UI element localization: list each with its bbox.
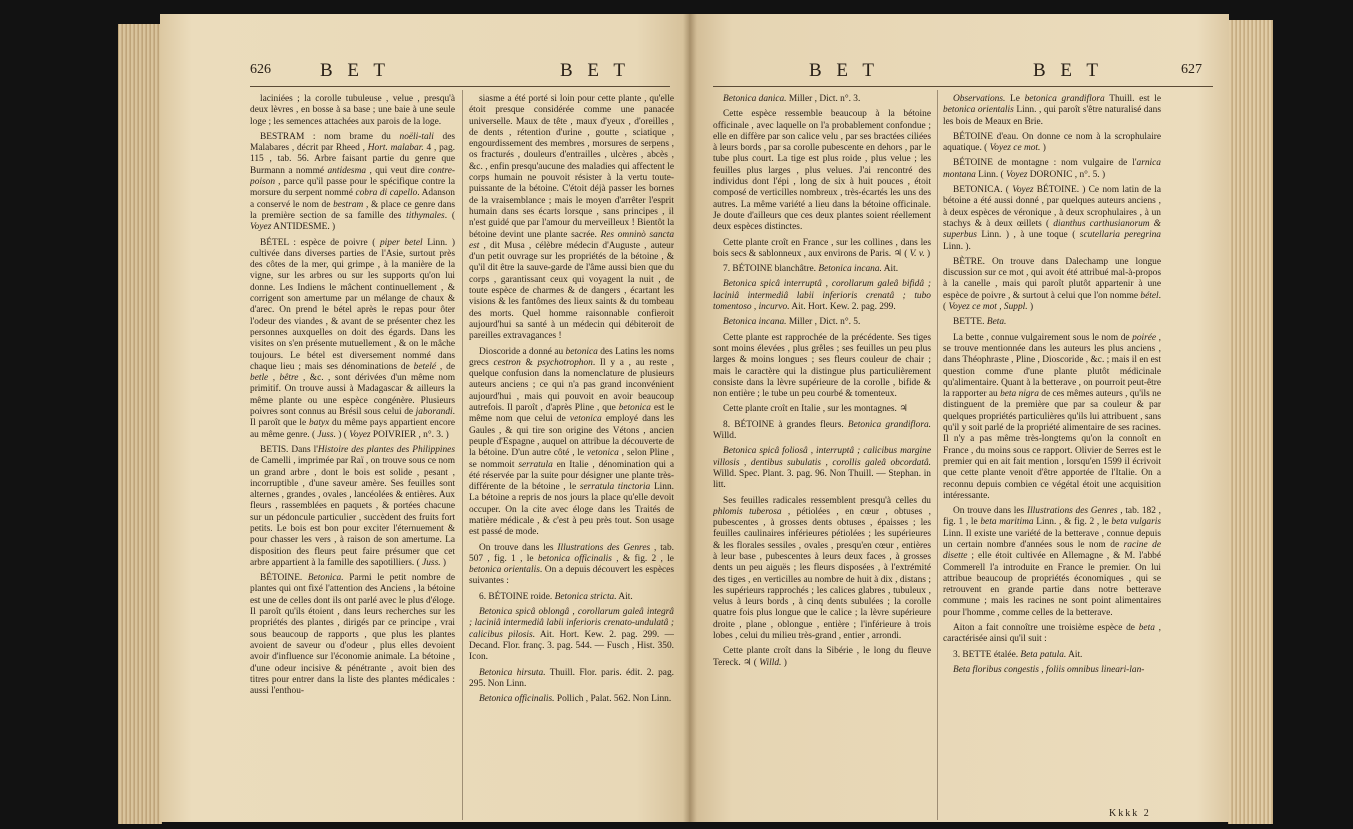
paragraph: Betonica hirsuta. Thuill. Flor. paris. édit. 2. pag. 295. Non Linn. (469, 667, 674, 689)
paragraph: BÈTRE. On trouve dans Dalechamp une longue discussion sur ce mot , qui avoit été attribué mal-à-propos à la canelle , mais qui paroît plutôt appartenir à une espèce de poivre , & surtout à celui que l'on nomme bétel. ( Voyez ce mot , Suppl. ) (943, 256, 1161, 313)
book-edge-left (118, 24, 162, 824)
paragraph: Cette espèce ressemble beaucoup à la bétoine officinale , avec laquelle on l'a probablement confondue ; elle en diffère par son calice velu , par ses bractées ciliées à leurs bords , par sa corolle pubescente en dehors , par le tube plus court. La tige est plus roide , plus velue ; les feuilles plus larges , plus velues. J'ai rencontré des individus dont l'épi , long de six à huit pouces , étoit composé de verticilles nombreux , très-écartés les uns des autres. La même variété a lieu dans la bétoine officinale. Je doute d'ailleurs que ces deux plantes soient réellement deux espèces distinctes. (713, 109, 931, 233)
paragraph: Observations. Le betonica grandiflora Thuill. est le betonica orientalis Linn. , qui paroît s'être naturalisé dans les bois de Meaux en Brie. (943, 94, 1161, 127)
left-running-head (250, 60, 670, 84)
right-column-1 (713, 94, 931, 822)
right-page (689, 14, 1229, 822)
right-running-head (713, 60, 1213, 84)
left-page-number: 626 (250, 62, 271, 77)
paragraph: BETTE. Beta. (953, 317, 1007, 328)
book-edge-right (1228, 20, 1273, 824)
paragraph: Betonica incana. Miller , Dict. n°. 5. (723, 317, 861, 328)
left-header-rule (250, 86, 670, 87)
paragraph: siasme a été porté si loin pour cette plante , qu'elle étoit presque considérée comme une panacée universelle. Maux de tête , maux d'yeux , d'oreilles , de dents , rétention d'urine , goutte , sciatique , engourdissement des membres , morsures de serpens , os fracturés , douleurs d'entrailles , ulcères , abcès , &c. , enfin presqu'aucune des maladies qui affectent le corps humain ne pouvoit résister à la vertu toute-puissante de la bétoine. C'étoit déjà passer les bornes de la vraisemblance ; mais le moyen d'arrêter l'esprit humain dans ses écarts lorsque , sans principes , il n'est guidé que par l'amour du merveilleux ! Bientôt la bétoine devint une plante sacrée. Res omninò sancta est , dit Musa , célèbre médecin d'Auguste , auteur d'un petit ouvrage sur les propriétés de la bétoine , & qu'il dit être la sauve-garde de l'âme aussi bien que du corps , garantissant ceux qui voyagent la nuit , de toute espèce de charmes & de dangers , écartant les visions & les fantômes des lieux saints & du tombeau des morts. Quel homme raisonnable confieroit aujourd'hui sa santé à un médecin qui débiteroit de pareilles extravagances ! (469, 94, 674, 342)
paragraph: Betonica spicâ interruptâ , corollarum galeâ bifidâ ; laciniâ intermediâ labii inferioris crenatâ ; tubo tomentoso , incurvo. Ait. Hort. Kew. 2. pag. 299. (713, 279, 931, 313)
book-gutter (683, 14, 697, 822)
left-column-1 (250, 94, 455, 822)
paragraph: 3. BETTE étalée. Beta patula. Ait. (953, 649, 1083, 660)
paragraph: BÉTOINE de montagne : nom vulgaire de l'arnica montana Linn. ( Voyez DORONIC , n°. 5. ) (943, 158, 1161, 180)
paragraph: BÉTOINE d'eau. On donne ce nom à la scrophulaire aquatique. ( Voyez ce mot. ) (943, 131, 1161, 154)
paragraph: La bette , connue vulgairement sous le nom de poirée , se trouve mentionnée dans les auteurs les plus anciens , dans Théophraste , Pline , Dioscoride , &c. ; mais il en est question comme d'une plante plutôt médicinale qu'alimentaire. Quant à la betterave , on pourroit peut-être la rapporter au beta nigra de ces mêmes auteurs , qu'ils ne distinguent de la première que par sa couleur & par quelques propriétés particulières qu'ils lui attribuent , sans qu'il y soit parlé de la propriété alimentaire de ses racines. Il n'y a pas même très-longtems qu'on la connoît en France , du moins sous ce rapport. Olivier de Serres est le premier qui en ait fait mention , lorsqu'en 1599 il écrivoit que cette plante venoit d'être apportée de l'Italie. On a reconnu depuis combien ce végétal étoit une acquisition intéressante. (943, 332, 1161, 501)
paragraph: Dioscoride a donné au betonica des Latins les noms grecs cestron & psychotrophon. Il y a , au reste , quelque confusion dans la nomenclature de plusieurs auteurs anciens ; ce qui n'a pas grand inconvénient aujourd'hui , mais qui pouvoit en avoir beaucoup autrefois. Il paroît , d'après Pline , que betonica est le même nom que celui de vetonica employé dans les Gaules , & qui tire son origine des Vétons , ancien peuple d'Espagne , auquel on attribue la découverte de la bétoine. D'un autre côté , le vetonica , selon Pline , se nommoit serratula en Italie , dénomination qui a été réservée par la suite pour désigner une plante très-différente de la bétoine , le serratula tinctoria Linn. La bétoine a repris de nos jours la place qu'elle devoit occuper. On la cite avec éloge dans les Traités de matière médicale , & c'est à peu près tout. Son usage est passé de mode. (469, 346, 674, 538)
left-head-title-1: B E T (320, 60, 391, 81)
signature-mark: Kkkk 2 (1109, 808, 1151, 819)
paragraph: Aiton a fait connoître une troisième espèce de beta , caractérisée ainsi qu'il suit : (943, 623, 1161, 645)
paragraph: Cette plante est rapprochée de la précédente. Ses tiges sont moins élevées , plus grêles ; ses feuilles un peu plus larges & moins longues ; ses fleurs couleur de chair ; mais le caractère qui la distingue plus particulièrement consiste dans la lèvre supérieure de la corolle , bifide & non entière ; le tube un peu courbé & tomenteux. (713, 332, 931, 400)
paragraph: On trouve dans les Illustrations des Genres , tab. 182 , fig. 1 , le beta maritima Linn. , & fig. 2 , le beta vulgaris Linn. Il existe une variété de la betterave , connue depuis un certain nombre d'années sous le nom de racine de disette ; elle étoit cultivée en Allemagne , & M. l'abbé Commerell l'a introduite en France le premier. On lui attribue beaucoup de propriétés économiques , qui se retrouvent en grande partie dans notre betterave commune ; mais les racines ne sont point alimentaires pour l'homme , comme celles de la betterave. (943, 506, 1161, 618)
paragraph: Betonica spicâ foliosâ , interruptâ ; calicibus margine villosis , dentibus subulatis , corollis galeâ obcordatâ. Willd. Spec. Plant. 3. pag. 96. Non Thuill. — Stephan. in litt. (713, 446, 931, 491)
paragraph: laciniées ; la corolle tubuleuse , velue , presqu'à deux lèvres , en bosse à sa base ; une baie à une seule loge ; les semences attachées aux parois de la loge. (250, 94, 455, 127)
paragraph: Betonica officinalis. Pollich , Palat. 562. Non Linn. (479, 694, 672, 705)
paragraph: BESTRAM : nom brame du noëli-tali des Malabares , décrit par Rheed , Hort. malabar. 4 , pag. 115 , tab. 56. Arbre faisant partie du genre que Burmann a nommé antidesma , qui veut dire contre-poison , parce qu'il passe pour le spécifique contre la morsure du serpent nommé cobra di capello. Adanson a conservé le nom de bestram , & place ce genre dans la première section de sa famille des tithymales. ( Voyez ANTIDESME. ) (250, 131, 455, 233)
paragraph: BETONICA. ( Voyez BÉTOINE. ) Ce nom latin de la bétoine a été aussi donné , par quelques auteurs anciens , à deux espèces de véronique , à deux scrophulaires , à un stachys & à deux œillets ( dianthus carthusianorum & superbus Linn. ) , à une toque ( scutellaria peregrina Linn. ). (943, 185, 1161, 252)
paragraph: 8. BÉTOINE à grandes fleurs. Betonica grandiflora. Willd. (713, 419, 931, 442)
left-page (160, 14, 689, 822)
left-column-divider (462, 90, 463, 820)
right-column-divider (937, 90, 938, 820)
paragraph: On trouve dans les Illustrations des Genres , tab. 507 , fig. 1 , le betonica officinalis , & fig. 2 , le betonica orientalis. On a depuis découvert les espèces suivantes : (469, 542, 674, 587)
paragraph: Cette plante croît en France , sur les collines , dans les bois secs & sablonneux , aux environs de Paris. ♃ ( V. v. ) (713, 237, 931, 259)
paragraph: 6. BÉTOINE roide. Betonica stricta. Ait. (479, 591, 633, 602)
paragraph: Ses feuilles radicales ressemblent presqu'à celles du phlomis tuberosa , pétiolées , en cœur , obtuses , pubescentes , à grosses dents obtuses , épaisses ; les feuilles caulinaires inférieures pétiolées ; les supérieures & les florales sessiles , ovales , presqu'en cœur , entières à leur base , pubescentes à leurs deux faces , à grosses dents un peu aiguës ; les fleurs disposées , à l'extrémité des tiges , en verticilles au nombre de huit à dix , distans ; les supérieurs rapprochés ; les calices glabres , tubuleux , velus à leurs bords , à cinq dents subulées ; la corolle quatre fois plus longue que le calice ; la lèvre supérieure droite , plane , oblongue , entière ; l'inférieure à trois lobes , celui du milieu très-grand , entier , arrondi. (713, 495, 931, 642)
paragraph: Betonica danica. Miller , Dict. n°. 3. (723, 94, 861, 104)
paragraph: Beta floribus congestis , foliis omnibus lineari-lan- (953, 664, 1145, 675)
paragraph: Cette plante croît en Italie , sur les montagnes. ♃ (723, 404, 908, 415)
paragraph: Cette plante croît dans la Sibérie , le long du fleuve Tereck. ♃ ( Willd. ) (713, 646, 931, 668)
right-head-title-1: B E T (809, 60, 880, 81)
right-header-rule (713, 86, 1213, 87)
paragraph: BETIS. Dans l'Histoire des plantes des Philippines de Camelli , imprimée par Raï , on trouve sous ce nom un grand arbre , dont le bois est solide , pesant , incorruptible , d'une saveur amère. Ses feuilles sont alternes , grandes , ovales , lancéolées & entières. Aux fleurs , rassemblées en paquets , & portées chacune sur un pédoncule particulier , succèdent des fruits fort petits. Le bois est bon pour exciter l'éternuement & pour chasser les vers , à raison de son amertume. La disposition des fleurs peut faire présumer que cet arbre appartient à la famille des sapotilliers. ( Juss. ) (250, 444, 455, 568)
paragraph: Betonica spicâ oblongâ , corollarum galeâ integrâ ; laciniâ intermediâ labii inferioris crenato-undulatâ ; calicibus pilosis. Ait. Hort. Kew. 2. pag. 299. — Decand. Flor. franç. 3. pag. 544. — Fusch , Hist. 350. Icon. (469, 607, 674, 663)
right-column-2 (943, 94, 1161, 822)
right-head-title-2: B E T (1033, 60, 1104, 81)
paragraph: BÉTEL : espèce de poivre ( piper betel Linn. ) cultivée dans diverses parties de l'Asie, surtout près des côtes de la mer, qui grimpe , à la manière de la vigne, sur les arbres ou sur les supports qu'on lui donne. Les Indiens le mâchent continuellement , & corrigent son amertume par un mélange de chaux & d'arec. On prend le bétel après le repas pour ôter l'odeur des viandes , & avant de se présenter chez les personnes auxquelles on doit des égards. Dans les visites on s'en présente mutuellement , & on le mâche toujours. Le bétel est diversement nommé dans chaque lieu ; mais ses dénominations de betelé , de betle , bêtre , &c. , sont dérivées d'un même nom primitif. On trouve aussi à Madagascar & ailleurs la même plante ou une espèce congénère. Plusieurs poivres sont connus au Brésil sous celui de jaborandi. Il paroît que le batyx du même pays appartient encore au même genre. ( Juss. ) ( Voyez POIVRIER , n°. 3. ) (250, 237, 455, 440)
paragraph: 7. BÉTOINE blanchâtre. Betonica incana. Ait. (723, 264, 899, 275)
left-head-title-2: B E T (560, 60, 631, 81)
left-column-2 (469, 94, 674, 822)
right-page-number: 627 (1181, 62, 1202, 77)
paragraph: BÉTOINE. Betonica. Parmi le petit nombre de plantes qui ont fixé l'attention des Anciens , la bétoine est une de celles dont ils ont parlé avec le plus d'éloge. Il paroît qu'ils étoient , dans leurs recherches sur les propriétés des plantes , dirigés par ce principe , vrai sous beaucoup de rapports , que plus les plantes avoient de saveur ou d'odeur , plus elles devoient avoir d'influence sur l'économie animale. La bétoine , d'une odeur incisive & pénétrante , avoit bien des titres pour entrer dans la liste des plantes médicales : aussi l'enthou- (250, 573, 455, 697)
